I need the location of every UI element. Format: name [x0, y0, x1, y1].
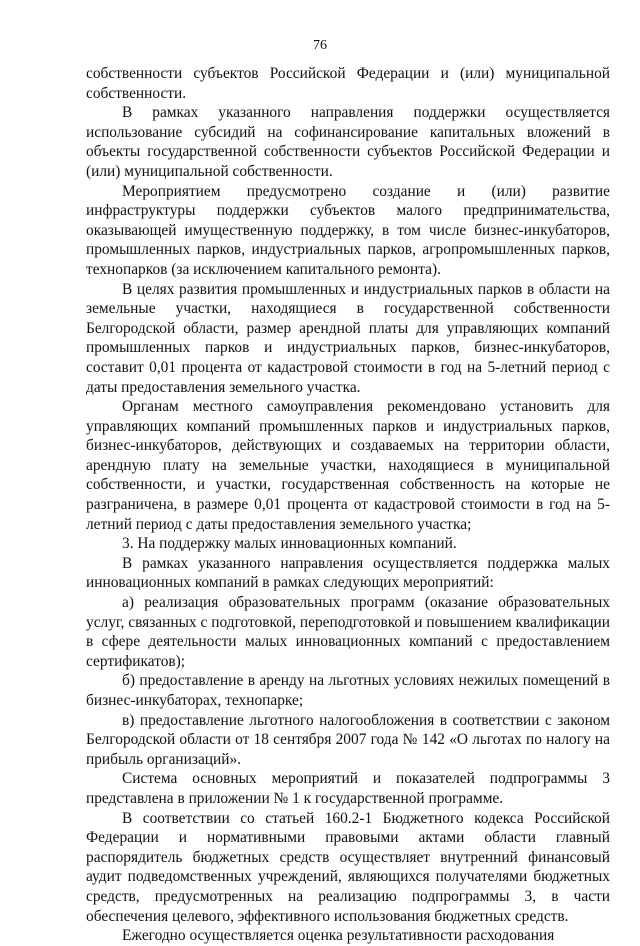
paragraph-item-b: б) предоставление в аренду на льготных условиях нежилых помещений в бизнес-инкубаторах, технопарке; — [86, 672, 610, 709]
body-text — [86, 64, 610, 946]
paragraph-item-a: а) реализация образовательных программ (оказание образовательных услуг, связанных с подготовкой, переподготовкой и повышением квалификации в сфере деятельности малых инновационных компаний с предоставлением сертификатов); — [86, 594, 610, 670]
paragraph-continuation: собственности субъектов Российской Федерации и (или) муниципальной собственности. — [86, 65, 610, 102]
paragraph-system-of-measures: Система основных мероприятий и показателей подпрограммы 3 представлена в приложении № 1 к государственной программе. — [86, 770, 610, 807]
paragraph-innovation-support: В рамках указанного направления осуществляется поддержка малых инновационных компаний в рамках следующих мероприятий: — [86, 554, 610, 592]
paragraph-section-3-heading: 3. На поддержку малых инновационных компаний. — [122, 535, 457, 553]
paragraph-local-government: Органам местного самоуправления рекомендовано установить для управляющих компаний промышленных парков и индустриальных парков, бизнес-инкубаторов, действующих и создаваемых на территории области, арендную плату на земельные участки, находящиеся в муниципальной собственности, и участки, государственная собственность на которые не разграничена, в размере 0,01 процента от кадастровой стоимости в год на 5-летний период с даты предоставления земельного участка; — [86, 398, 610, 533]
paragraph-item-c: в) предоставление льготного налогообложения в соответствии с законом Белгородской области от 18 сентября 2007 года № 142 «О льготах по налогу на прибыль организаций». — [86, 711, 610, 768]
paragraph-infrastructure: Мероприятием предусмотрено создание и (или) развитие инфраструктуры поддержки субъектов малого предпринимательства, оказывающей имущественную поддержку, в том числе бизнес-инкубаторов, промышленных парков, индустриальных парков, агропромышленных парков, технопарков (за исключением капитального ремонта). — [86, 182, 610, 278]
paragraph-industrial-parks-rent: В целях развития промышленных и индустриальных парков в области на земельные участки, находящиеся в государственной собственности Белгородской области, размер арендной платы для управляющих компаний промышленных парков и индустриальных парков, бизнес-инкубаторов, составит 0,01 процента от кадастровой стоимости в год на 5-летний период с даты предоставления земельного участка. — [86, 280, 610, 396]
paragraph-budget-code: В соответствии со статьей 160.2-1 Бюджетного кодекса Российской Федерации и нормативными правовыми актами области главный распорядитель бюджетных средств осуществляет внутренний финансовый аудит подведомственных учреждений, являющихся получателями бюджетных средств, предусмотренных на реализацию подпрограммы 3, в части обеспечения целевого, эффективного использования бюджетных средств. — [86, 809, 610, 925]
paragraph-subsidies: В рамках указанного направления поддержки осуществляется использование субсидий на софинансирование капитальных вложений в объекты государственной собственности субъектов Российской Федерации и (или) муниципальной собственности. — [86, 104, 610, 180]
page-number: 76 — [313, 38, 327, 53]
paragraph-annual-assessment: Ежегодно осуществляется оценка результативности расходования — [122, 927, 555, 945]
